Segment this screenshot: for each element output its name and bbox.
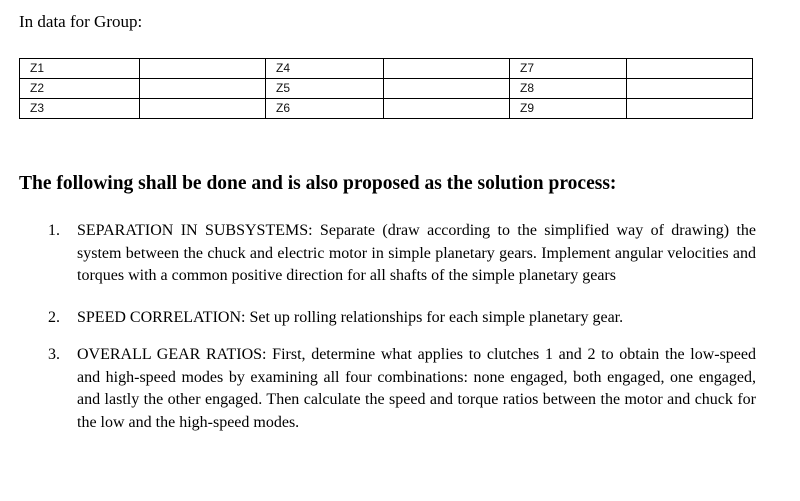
tooth-count-table: [19, 58, 753, 119]
z-label-cell: Z4: [266, 59, 384, 79]
z-value-cell: [384, 79, 510, 99]
z-value-cell: [384, 99, 510, 119]
step-text: OVERALL GEAR RATIOS: First, determine what applies to clutches 1 and 2 to obtain the low-speed and high-speed modes by examining all four combinations: none engaged, both engaged, one engaged, and lastly the other engaged. Then calculate the speed and torque ratios between the motor and chuck for the low and the high-speed modes.: [77, 346, 756, 431]
list-item: [0, 344, 756, 434]
z-label-cell: Z7: [510, 59, 627, 79]
solution-steps-list: [0, 220, 756, 434]
list-item: [0, 307, 756, 330]
z-value-cell: [627, 79, 753, 99]
z-label-cell: Z1: [20, 59, 140, 79]
table-row: [20, 59, 753, 79]
z-value-cell: [140, 59, 266, 79]
z-label-cell: Z5: [266, 79, 384, 99]
table-row: [20, 99, 753, 119]
step-number: 2.: [48, 308, 60, 326]
group-data-intro: In data for Group:: [19, 12, 143, 31]
z-label-cell: Z9: [510, 99, 627, 119]
step-text: SPEED CORRELATION: Set up rolling relationships for each simple planetary gear.: [77, 308, 624, 326]
z-value-cell: [140, 79, 266, 99]
step-number: 1.: [48, 222, 60, 239]
step-number: 3.: [48, 346, 60, 363]
z-label-cell: Z3: [20, 99, 140, 119]
table-row: [20, 79, 753, 99]
solution-process-heading: The following shall be done and is also proposed as the solution process:: [19, 173, 617, 194]
step-text: SEPARATION IN SUBSYSTEMS: Separate (draw according to the simplified way of drawing) the system between the chuck and electric motor in simple planetary gears. Implement angular velocities and torques with a common positive direction for all shafts of the simple planetary gears: [77, 222, 756, 284]
z-label-cell: Z8: [510, 79, 627, 99]
list-item: [0, 220, 756, 288]
z-value-cell: [140, 99, 266, 119]
z-label-cell: Z6: [266, 99, 384, 119]
z-value-cell: [627, 99, 753, 119]
z-value-cell: [627, 59, 753, 79]
z-label-cell: Z2: [20, 79, 140, 99]
z-value-cell: [384, 59, 510, 79]
